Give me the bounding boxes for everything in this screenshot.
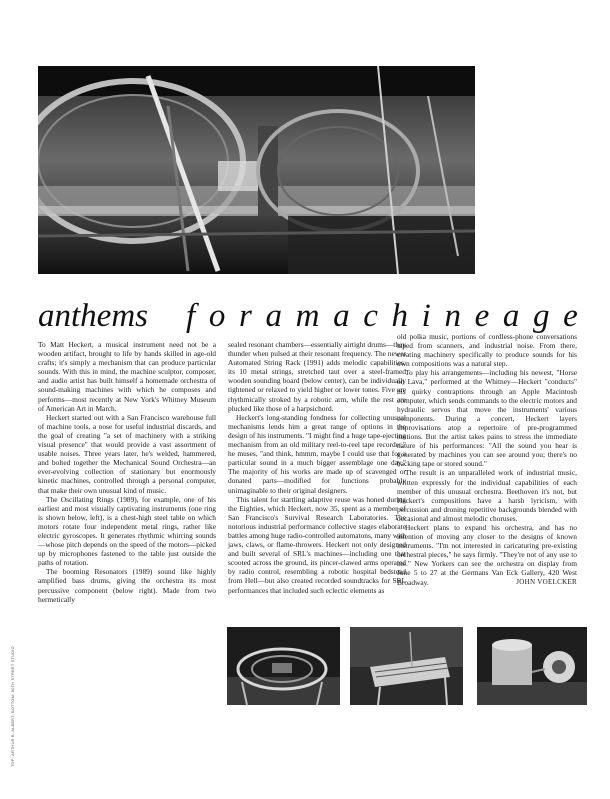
title-letter: o: [208, 298, 226, 334]
paragraph: The result is an unparalleled work of industrial music, written expressly for the individual capabilities of each member of this unusual orchestra. Beethoven it's not, but Heckert's compositions have a harsh lyricism, with percussion and droning repetitive backgrounds blended with occasional and almost melodic choruses.: [397, 468, 577, 523]
title-letter: i: [421, 298, 431, 334]
title-word-anthems: anthems: [38, 298, 148, 334]
title-letter: h: [391, 298, 408, 334]
paragraph: Heckert plans to expand his orchestra, and has no intention of moving any closer to the designs of known instruments. "I'm not interested in caricaturing pre-existing orchestral pieces," he says firmly. "They're not of any use to me." New Yorkers can see the orchestra on display from June 5 to 27 at the Germans Van Eck Gallery, 420 West Broadway.: [397, 522, 577, 587]
photo-automated-string-rack: [350, 627, 463, 705]
paragraph: old polka music, portions of cordless-phone conversations taped from scanners, and industrial noise. From there, creating machinery specifically to produce sounds for his own compositions was a natural step.: [397, 332, 577, 369]
title-letter: r: [238, 298, 252, 334]
photo-resonators: [477, 627, 587, 705]
paragraph: Heckert's long-standing fondness for collecting unusual mechanisms lends him a great range of options in the design of his instruments. "I might find a huge tape-ejecting mechanism from an old military reel-to-reel tape recorder," he muses, "and think, hmmm, maybe I could use that for a particular sound in a much bigger assemblage one day." The majority of his works are made up of scavenged or donated parts—modified for functions probably unimaginable to their original designers.: [228, 412, 406, 495]
title-letter: a: [502, 298, 520, 334]
paragraph: The Oscillating Rings (1989), for example, one of his earliest and most visually captivating instruments (one ring is shown below, left), is a chest-high steel table on which motors rotate four independent metal rings, rather like electric gyroscopes. It generates rhythmic whirring sounds—whose pitch depends on the speed of the motors—picked up by microphones fastened to the table just outside the paths of rotation.: [38, 494, 216, 568]
main-photo-machine: [38, 66, 475, 274]
paragraph: This talent for startling adaptive reuse was honed during the Eighties, which Heckert, now 35, spent as a member of San Francisco's Survival Research Laboratories. The notorious industrial performance collective stages elaborate battles among huge radio-controlled automatons, many with jaws, claws, or flame-throwers. Heckert not only designed and built several of SRL's machines—including one that scooted across the ground, its pincer-clawed arms operated by radio control, resembling a robotic hospital bedstead from Hell—but also created recorded soundtracks for SRL performances that included such eclectic elements as: [228, 494, 406, 595]
title-letter: e: [563, 298, 578, 334]
title-letter: a: [333, 298, 350, 334]
title-letter: e: [474, 298, 490, 334]
paragraph: To Matt Heckert, a musical instrument need not be a wooden artifact, brought to life by hands skilled in age-old crafts; it's simply a mechanism that can produce particular sounds. With this in mind, the machine sculptor, composer, and audio artist has built himself a homemade orchestra of sound-making machines with which he composes and performs—most recently at New York's Whitney Museum of American Art in March.: [38, 340, 216, 413]
author-byline: JOHN VOELCKER: [516, 577, 577, 586]
paragraph: To play his arrangements—including his newest, "Horse on Lava," performed at the Whitney—Heckert "conducts" his quirky contraptions through an Apple Macintosh computer, which sends commands to the electric motors and hydraulic servos that move the instruments' various components. During a concert, Heckert layers improvisations atop a repertoire of pre-programmed motions. But the artist takes pains to stress the immediate nature of his performances: "All the sound you hear is generated by machines you can see around you; there's no backing tape or stored sound.": [397, 368, 577, 469]
title-letter: a: [265, 298, 282, 334]
title-letter: f: [186, 298, 196, 334]
title-letter: m: [295, 298, 320, 334]
paragraph: Heckert started out with a San Francisco warehouse full of machine tools, a nose for useful industrial discards, and the goal of creating "a set of machinery with a striking visual presence" that would provide a vast assortment of usable noises. Three years later, he's welded, hammered, and bolted together the Mechanical Sound Orchestra—an ever-evolving collection of stationary but enormously kinetic machines, controlled through a personal computer, that make their own unusual kind of music.: [38, 412, 216, 495]
article-column-1: [38, 340, 216, 604]
photo-credit: TOP: ARTHUR B. ALBERT; BOTTOM: 50TH STREET STUDIO: [11, 646, 15, 767]
article-column-3: [397, 332, 577, 587]
article-column-2: [228, 340, 406, 595]
title-letter: g: [533, 298, 550, 334]
title-letter: n: [444, 298, 461, 334]
photo-oscillating-rings: [227, 627, 340, 705]
paragraph: The booming Resonators (1989) sound like highly amplified bass drums, giving the orchestra its most percussive component (below right). Made from two hermetically: [38, 567, 216, 604]
title-letters: [186, 298, 578, 335]
paragraph: sealed resonant chambers—essentially airtight drums—they thunder when pulsed at their resonant frequency. The newer Automated String Rack (1991) adds melodic capabilities: its 10 metal strings, stretched taut over a steel-framed wooden sounding board (below center), can be individually tightened or relaxed to yield higher or lower tones. Five are rhythmically stroked by a robotic arm, while the rest are plucked like those of a harpsichord.: [228, 340, 406, 413]
title-letter: c: [363, 298, 378, 334]
